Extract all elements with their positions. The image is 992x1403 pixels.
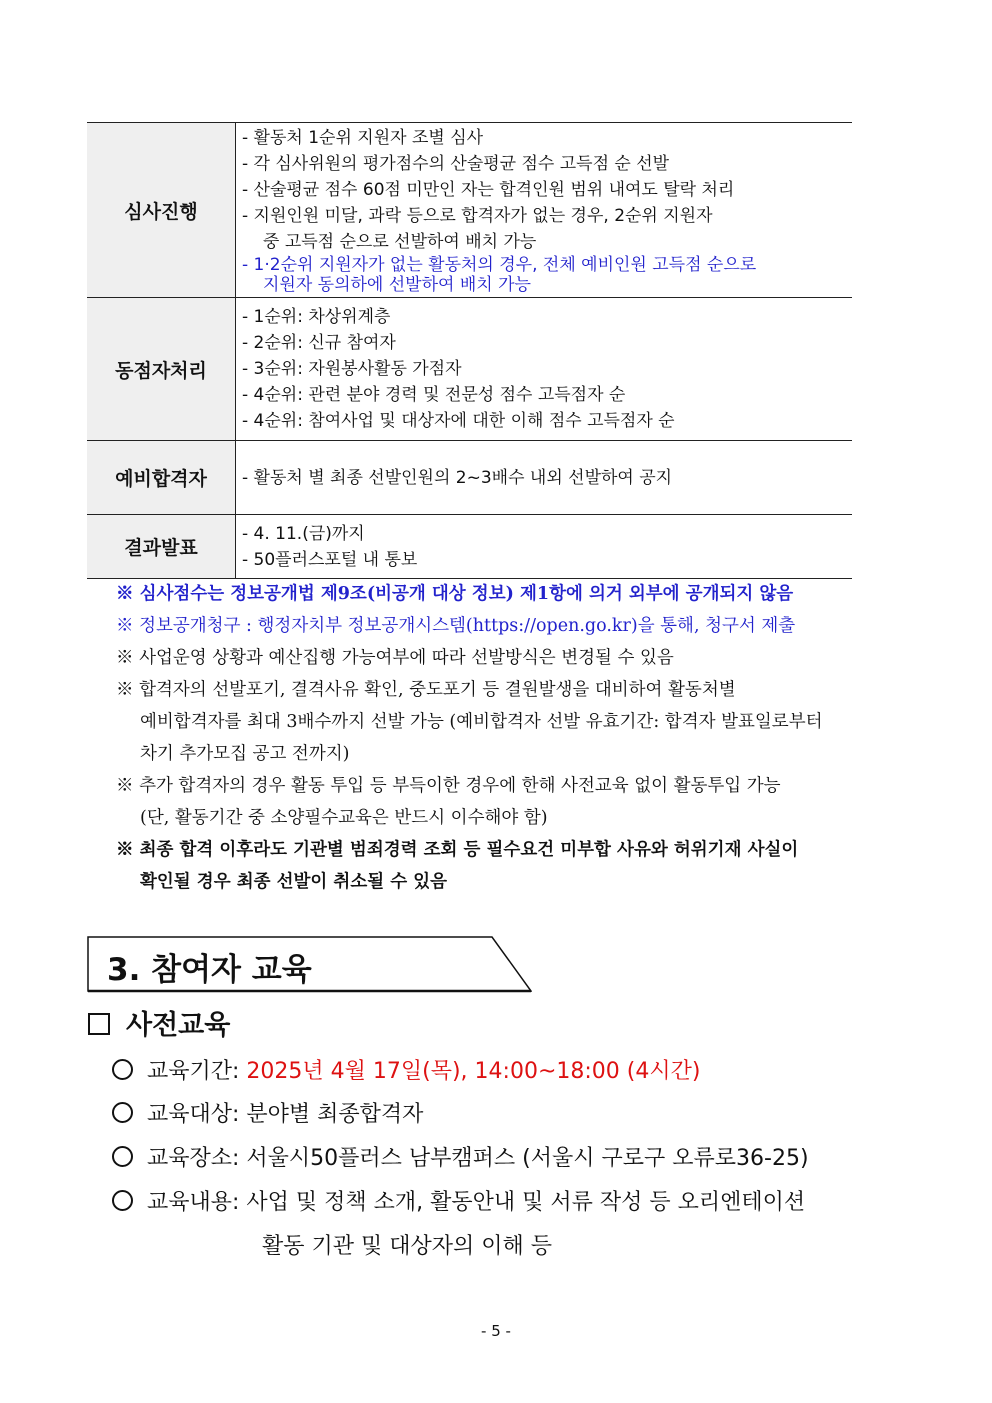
table-line: - 1·2순위 지원자가 없는 활동처의 경우, 전체 예비인원 고득점 순으로 [242,255,757,275]
subsection-title [88,1003,230,1042]
list-item [112,1141,809,1172]
list-item [112,1054,700,1085]
page-number: - 5 - [481,1322,511,1340]
table-line: - 각 심사위원의 평가점수의 산술평균 점수 고득점 순 선발 [242,154,670,174]
table-row [87,298,852,441]
note-line: (단, 활동기간 중 소양필수교육은 반드시 이수해야 함) [140,808,548,828]
table-line: - 50플러스포털 내 통보 [242,549,418,570]
table-line: - 4순위: 관련 분야 경력 및 전문성 점수 고득점자 순 [242,385,626,405]
table-line: - 1순위: 차상위계층 [242,307,391,327]
circle-bullet-icon [112,1059,133,1080]
section-header [87,936,532,992]
table-line: 지원자 동의하에 선발하여 배치 가능 [263,275,531,295]
table-line: - 산술평균 점수 60점 미만인 자는 합격인원 범위 내여도 탈락 처리 [242,180,735,200]
section-title: 3. 참여자 교육 [107,952,312,988]
row-label: 예비합격자 [87,441,236,515]
row-label: 동점자처리 [87,298,236,441]
table-row [87,441,852,515]
table-line: - 활동처 별 최종 선발인원의 2~3배수 내외 선발하여 공지 [242,467,673,488]
table-line: - 활동처 1순위 지원자 조별 심사 [242,128,484,148]
note-line: ※ 추가 합격자의 경우 활동 투입 등 부득이한 경우에 한해 사전교육 없이 활동투입 가능 [116,776,781,796]
circle-bullet-icon [112,1146,133,1167]
subtitle-text: 사전교육 [126,1010,231,1041]
selection-table [87,122,852,579]
table-line: - 2순위: 신규 참여자 [242,333,396,353]
note: ※ 심사점수는 정보공개법 제9조(비공개 대상 정보) 제1항에 의거 외부에 공개되지 않음 [116,584,794,604]
table-row [87,123,852,298]
note-line: 확인될 경우 최종 선발이 취소될 수 있음 [140,872,448,892]
circle-bullet-icon [112,1190,133,1211]
item-label: 교육장소: [147,1146,247,1171]
list-item [112,1185,805,1216]
table-line: - 3순위: 자원봉사활동 가점자 [242,359,462,379]
item-value: 서울시50플러스 남부캠퍼스 (서울시 구로구 오류로36-25) [246,1146,809,1171]
notes [116,578,916,898]
row-label: 결과발표 [87,515,236,579]
table-line: - 지원인원 미달, 과락 등으로 합격자가 없는 경우, 2순위 지원자 [242,206,713,226]
circle-bullet-icon [112,1102,133,1123]
note-line: 예비합격자를 최대 3배수까지 선발 가능 (예비합격자 선발 유효기간: 합격자 발표일로부터 [140,712,823,732]
item-value: 2025년 4월 17일(목), 14:00~18:00 (4시간) [246,1059,701,1084]
note [116,674,916,770]
note-line: ※ 합격자의 선발포기, 결격사유 확인, 중도포기 등 결원발생을 대비하여 활동처별 [116,680,736,700]
note: ※ 사업운영 상황과 예산집행 가능여부에 따라 선발방식은 변경될 수 있음 [116,648,674,668]
item-label: 교육내용: [147,1190,247,1215]
item-value-continued: 활동 기관 및 대상자의 이해 등 [262,1234,552,1259]
item-value: 분야별 최종합격자 [246,1102,424,1127]
table-row [87,515,852,579]
checkbox-square-icon [88,1013,110,1035]
note-line: 차기 추가모집 공고 전까지) [140,744,350,764]
note [116,770,916,834]
note: ※ 정보공개청구 : 행정자치부 정보공개시스템(https://open.go.kr)을 통해, 청구서 제출 [116,616,796,636]
list-item [112,1097,423,1128]
table-line: - 4순위: 참여사업 및 대상자에 대한 이해 점수 고득점자 순 [242,411,675,431]
item-label: 교육대상: [147,1102,247,1127]
note-line: ※ 최종 합격 이후라도 기관별 범죄경력 조회 등 필수요건 미부합 사유와 허위기재 사실이 [116,840,799,860]
item-label: 교육기간: [147,1059,247,1084]
item-value: 사업 및 정책 소개, 활동안내 및 서류 작성 등 오리엔테이션 [246,1190,806,1215]
note [116,834,916,898]
table-line: - 4. 11.(금)까지 [242,523,365,544]
row-label: 심사진행 [87,123,236,298]
table-line: 중 고득점 순으로 선발하여 배치 가능 [263,232,537,252]
